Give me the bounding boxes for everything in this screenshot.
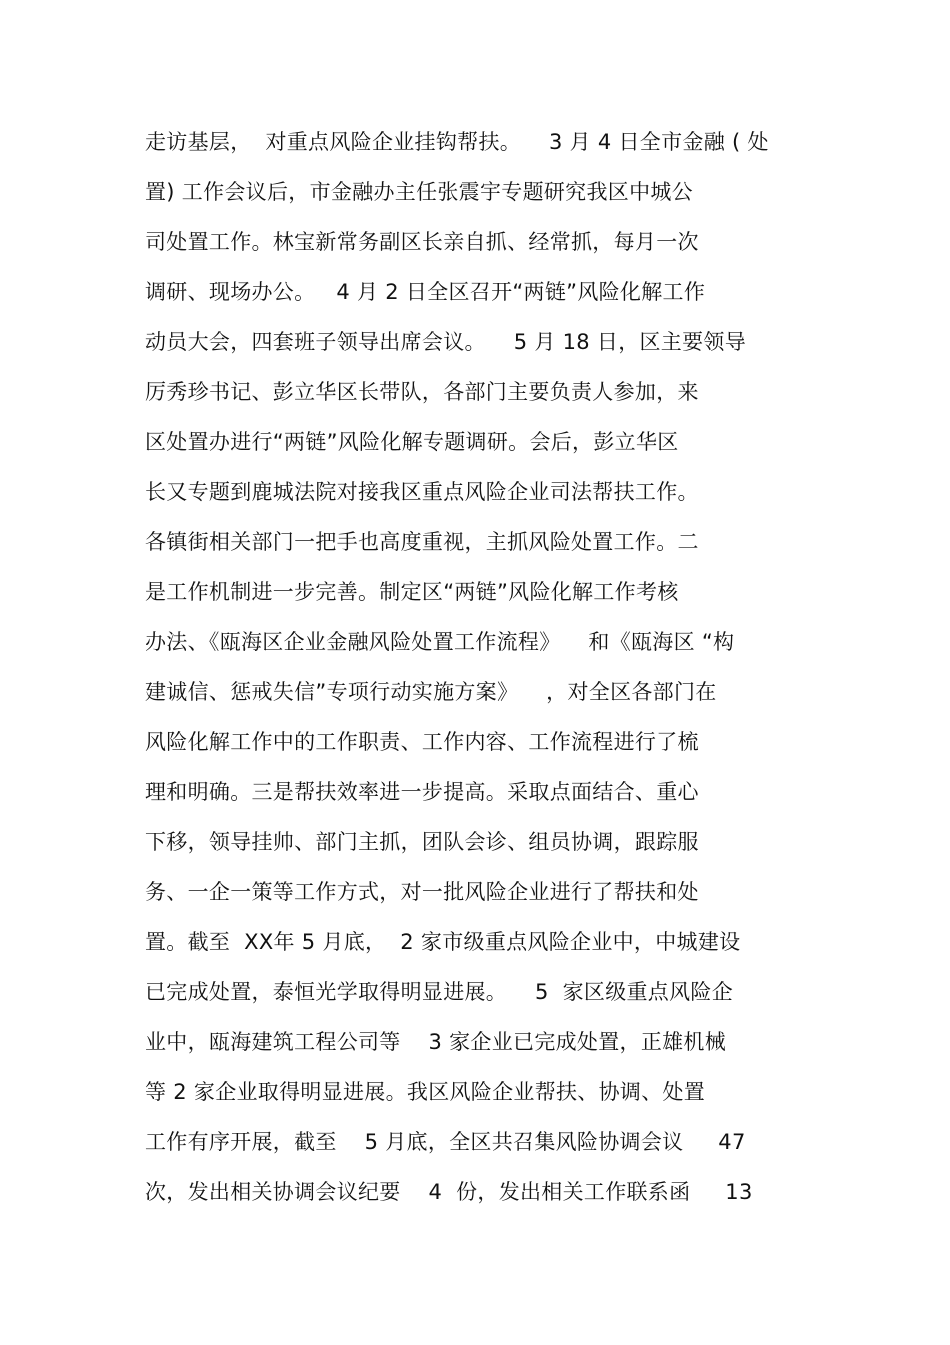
text-line: 长又专题到鹿城法院对接我区重点风险企业司法帮扶工作。 — [145, 480, 699, 504]
text-line: 等 2 家企业取得明显进展。我区风险企业帮扶、协调、处置 — [145, 1080, 706, 1104]
text-line: 是工作机制进一步完善。制定区“两链”风险化解工作考核 — [145, 580, 679, 604]
text-line: 各镇街相关部门一把手也高度重视，主抓风险处置工作。二 — [145, 530, 699, 554]
text-line: 厉秀珍书记、彭立华区长带队，各部门主要负责人参加，来 — [145, 380, 699, 404]
text-line: 司处置工作。林宝新常务副区长亲自抓、经常抓，每月一次 — [145, 230, 699, 254]
text-line: 业中，瓯海建筑工程公司等 3 家企业已完成处置，正雄机械 — [145, 1030, 727, 1054]
text-line: 已完成处置，泰恒光学取得明显进展。 5 家区级重点风险企 — [145, 980, 734, 1004]
text-line: 工作有序开展，截至 5 月底，全区共召集风险协调会议 47 — [145, 1130, 746, 1154]
text-line: 次，发出相关协调会议纪要 4 份，发出相关工作联系函 13 — [145, 1180, 753, 1204]
text-line: 理和明确。三是帮扶效率进一步提高。采取点面结合、重心 — [145, 780, 699, 804]
text-line: 置) 工作会议后，市金融办主任张震宇专题研究我区中城公 — [145, 180, 693, 204]
text-line: 走访基层， 对重点风险企业挂钩帮扶。 3 月 4 日全市金融 ( 处 — [145, 130, 769, 154]
text-line: 务、一企一策等工作方式，对一批风险企业进行了帮扶和处 — [145, 880, 699, 904]
text-line: 建诚信、惩戒失信”专项行动实施方案》 ，对全区各部门在 — [145, 680, 717, 704]
text-line: 办法、《瓯海区企业金融风险处置工作流程》 和《瓯海区 “构 — [145, 630, 735, 654]
text-line: 置。截至 XX年 5 月底， 2 家市级重点风险企业中，中城建设 — [145, 930, 741, 954]
text-line: 下移，领导挂帅、部门主抓，团队会诊、组员协调，跟踪服 — [145, 830, 699, 854]
text-line: 调研、现场办公。 4 月 2 日全区召开“两链”风险化解工作 — [145, 280, 706, 304]
text-line: 区处置办进行“两链”风险化解专题调研。会后，彭立华区 — [145, 430, 679, 454]
text-line: 动员大会，四套班子领导出席会议。 5 月 18 日，区主要领导 — [145, 330, 747, 354]
text-line: 风险化解工作中的工作职责、工作内容、工作流程进行了梳 — [145, 730, 699, 754]
